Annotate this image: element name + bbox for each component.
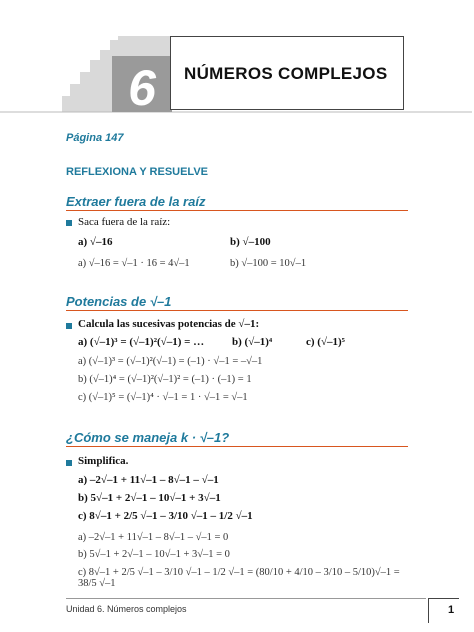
section-2-answer-c: c) (√–1)⁵ = (√–1)⁴ · √–1 = 1 · √–1 = √–1 <box>78 392 248 403</box>
section-3-question-b: b) 5√–1 + 2√–1 – 10√–1 + 3√–1 <box>78 492 221 504</box>
section-2-instruction: Calcula las sucesivas potencias de √–1: <box>78 318 260 330</box>
section-1-heading: Extraer fuera de la raíz <box>66 194 206 209</box>
section-3-question-c: c) 8√–1 + 2/5 √–1 – 3/10 √–1 – 1/2 √–1 <box>78 510 253 522</box>
bullet-icon <box>66 460 72 466</box>
section-2-heading: Potencias de √–1 <box>66 294 172 309</box>
section-1-instruction: Saca fuera de la raíz: <box>78 216 171 228</box>
section-3-instruction: Simplifica. <box>78 455 129 467</box>
footer-rule <box>66 598 426 599</box>
section-2-question-a: a) (√–1)³ = (√–1)²(√–1) = … <box>78 336 205 348</box>
section-1-answer-b: b) √–100 = 10√–1 <box>230 258 307 269</box>
section-2-question-c: c) (√–1)⁵ <box>306 336 345 348</box>
section-3-question-a: a) –2√–1 + 11√–1 – 8√–1 – √–1 <box>78 474 219 486</box>
section-3-rule <box>66 446 408 447</box>
chapter-number: 6 <box>128 60 156 116</box>
page-label: Página 147 <box>66 132 124 144</box>
section-2-answer-b: b) (√–1)⁴ = (√–1)²(√–1)² = (–1) · (–1) = 1 <box>78 374 252 385</box>
section-1-answer-a: a) √–16 = √–1 · 16 = 4√–1 <box>78 258 190 269</box>
page-number-box <box>428 598 459 623</box>
section-3-answer-a: a) –2√–1 + 11√–1 – 8√–1 – √–1 = 0 <box>78 532 229 543</box>
section-3-answer-b: b) 5√–1 + 2√–1 – 10√–1 + 3√–1 = 0 <box>78 549 230 560</box>
section-3-answer-c: c) 8√–1 + 2/5 √–1 – 3/10 √–1 – 1/2 √–1 = (80/10 + 4/10 – 3/10 – 5/10)√–1 = 38/5 √–1 <box>78 567 400 589</box>
page-number: 1 <box>448 604 455 616</box>
footer-text: Unidad 6. Números complejos <box>66 604 187 614</box>
section-3-heading: ¿Cómo se maneja k · √–1? <box>66 430 230 445</box>
section-1-rule <box>66 210 408 211</box>
chapter-title: NÚMEROS COMPLEJOS <box>184 64 388 83</box>
section-1-question-a: a) √–16 <box>78 236 113 248</box>
section-1-question-b: b) √–100 <box>230 236 271 248</box>
section-2-question-b: b) (√–1)⁴ <box>232 336 273 348</box>
section-heading: REFLEXIONA Y RESUELVE <box>66 166 209 178</box>
bullet-icon <box>66 220 72 226</box>
section-2-rule <box>66 310 408 311</box>
bullet-icon <box>66 323 72 329</box>
section-2-answer-a: a) (√–1)³ = (√–1)²(√–1) = (–1) · √–1 = –√–1 <box>78 356 263 367</box>
